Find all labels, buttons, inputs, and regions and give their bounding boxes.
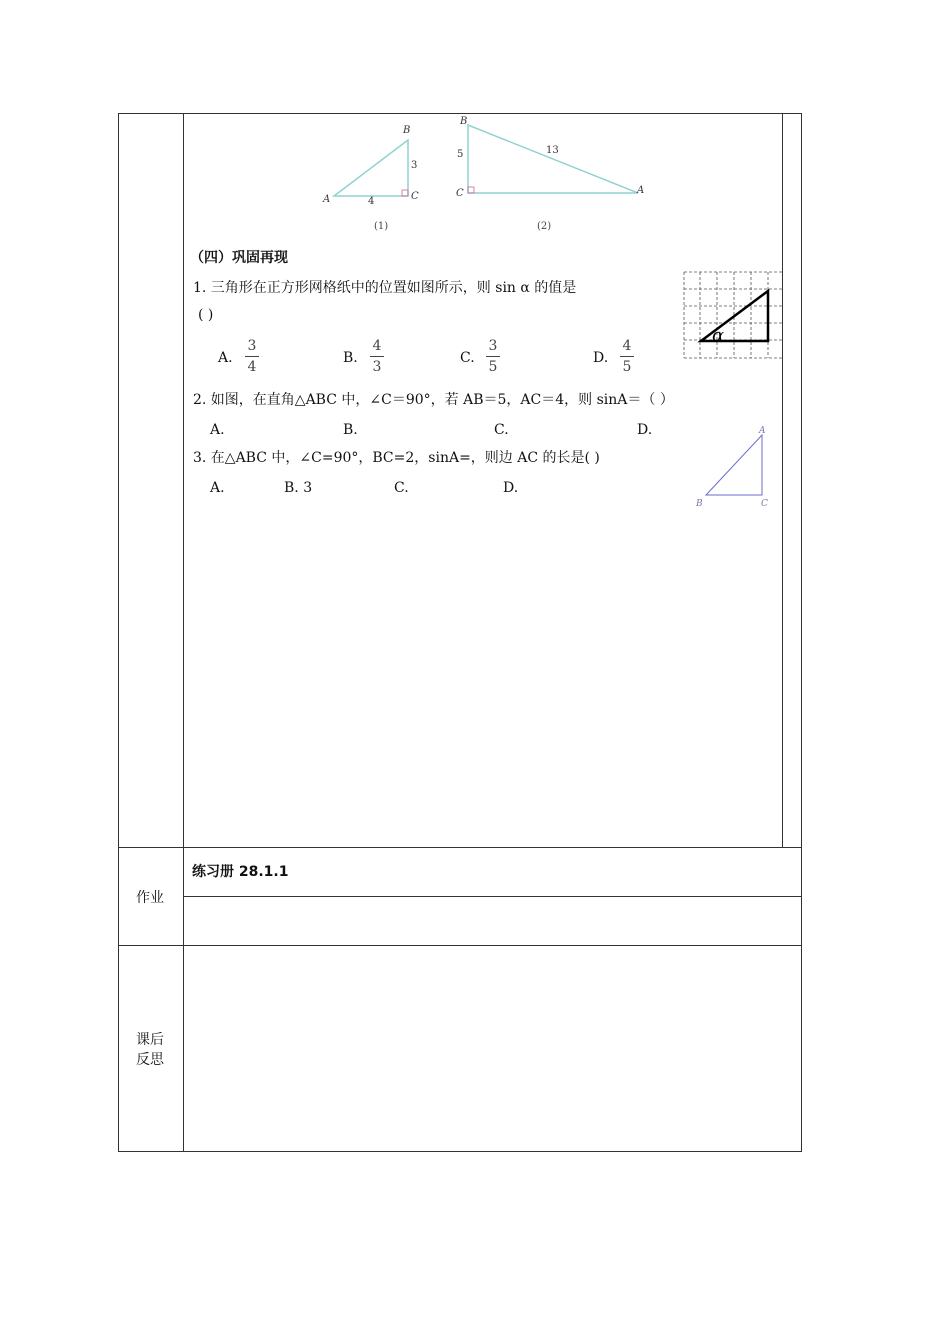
q1-option-c-label: C. xyxy=(460,350,475,366)
section-title: （四）巩固再现 xyxy=(190,250,288,266)
q1-option-c-denominator: 5 xyxy=(488,359,498,375)
q3-text: 3. 在△ABC 中，∠C=90°，BC=2，sinA=，则边 AC 的长是( ) xyxy=(193,450,600,466)
q3-fig-label-b: B xyxy=(696,499,703,509)
reflection-label-line2: 反思 xyxy=(136,1052,164,1068)
q1-option-a-fraction xyxy=(245,338,259,375)
fig1-label-c: C xyxy=(411,191,419,202)
q3-option-d: D. xyxy=(503,480,519,496)
q2-text: 2. 如图，在直角△ABC 中，∠C＝90°，若 AB＝5，AC＝4，则 sinA＝（ ） xyxy=(193,392,674,408)
q2-option-d: D. xyxy=(637,422,653,438)
fig2-side-bc: 5 xyxy=(457,149,464,160)
row-divider-homework-inner xyxy=(183,896,802,897)
q1-paren: ( ) xyxy=(198,307,214,323)
q1-option-d-fraction xyxy=(620,338,634,375)
q3-fig-label-a: A xyxy=(759,426,766,436)
fig1-side-bc: 3 xyxy=(411,160,418,171)
table-inner-right-border xyxy=(782,113,783,848)
q1-option-b-denominator: 3 xyxy=(372,359,382,375)
fraction-bar xyxy=(486,356,500,357)
table-bottom-border xyxy=(118,1151,802,1152)
fig2-label-b: B xyxy=(460,116,468,127)
homework-label: 作业 xyxy=(136,890,164,906)
q1-option-a-numerator: 3 xyxy=(247,338,257,354)
q2-option-a: A. xyxy=(210,422,225,438)
q2-option-c: C. xyxy=(494,422,509,438)
row-divider-reflection xyxy=(118,945,802,946)
q1-option-c-numerator: 3 xyxy=(488,338,498,354)
q2-option-b: B. xyxy=(343,422,358,438)
triangle-figure-2 xyxy=(460,115,650,205)
fig2-side-ab: 13 xyxy=(546,145,559,156)
fraction-bar xyxy=(245,356,259,357)
row-divider-homework xyxy=(118,847,802,848)
q1-grid-figure xyxy=(683,271,783,361)
q1-option-a-label: A. xyxy=(218,350,233,366)
q3-triangle-figure xyxy=(700,425,780,505)
fig2-caption: (2) xyxy=(537,221,552,232)
reflection-label-line1: 课后 xyxy=(136,1032,164,1048)
q1-option-d-numerator: 4 xyxy=(622,338,632,354)
q1-option-d-denominator: 5 xyxy=(622,359,632,375)
q1-text: 1. 三角形在正方形网格纸中的位置如图所示，则 sin α 的值是 xyxy=(193,280,577,296)
fig1-caption: (1) xyxy=(374,221,389,232)
q1-option-c-fraction xyxy=(486,338,500,375)
q1-option-b-fraction xyxy=(370,338,384,375)
q1-option-d-label: D. xyxy=(593,350,609,366)
fig1-label-a: A xyxy=(323,194,331,205)
q1-option-b-label: B. xyxy=(343,350,358,366)
q3-fig-label-c: C xyxy=(761,499,768,509)
table-divider-column xyxy=(183,113,184,1152)
q3-option-c: C. xyxy=(394,480,409,496)
q3-option-a: A. xyxy=(210,480,225,496)
table-top-border xyxy=(118,113,802,114)
fig2-label-c: C xyxy=(456,188,464,199)
fraction-bar xyxy=(370,356,384,357)
fig1-label-b: B xyxy=(403,125,411,136)
q3-option-b: B. 3 xyxy=(284,480,313,496)
fig1-side-ac: 4 xyxy=(368,196,375,207)
q1-option-a-denominator: 4 xyxy=(247,359,257,375)
alpha-symbol: α xyxy=(712,325,725,346)
homework-content: 练习册 28.1.1 xyxy=(192,864,289,880)
fraction-bar xyxy=(620,356,634,357)
table-left-border xyxy=(118,113,119,1152)
table-outer-right-border xyxy=(801,113,802,1152)
fig2-label-a: A xyxy=(637,185,645,196)
q1-option-b-numerator: 4 xyxy=(372,338,382,354)
